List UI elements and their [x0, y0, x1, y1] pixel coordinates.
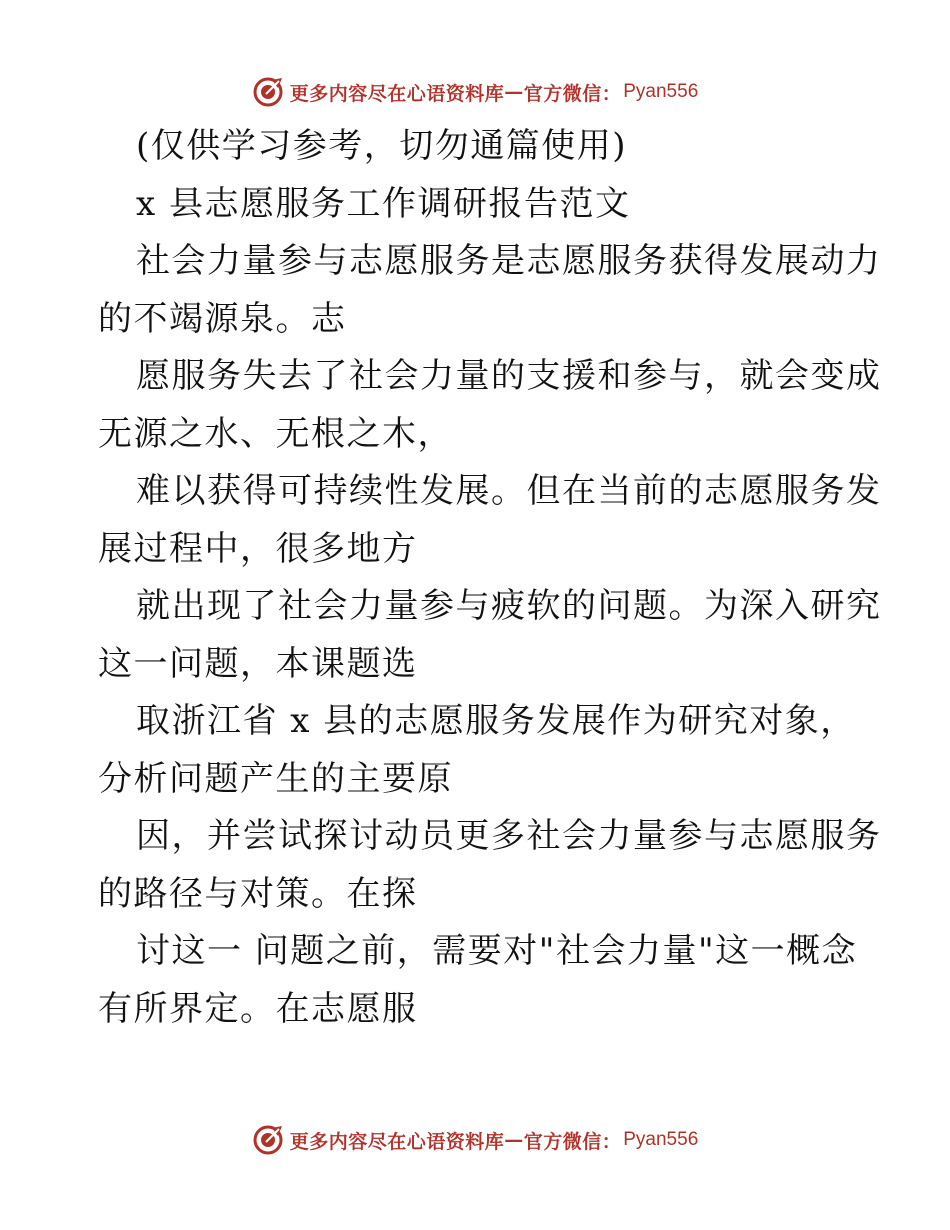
text-line: 难以获得可持续性发展。但在当前的志愿服务发 [136, 471, 882, 511]
pen-logo-icon [252, 76, 284, 108]
text-line: 有所界定。在志愿服 [98, 988, 418, 1029]
pen-logo-icon [252, 1124, 284, 1156]
text-line: 展过程中，很多地方 [98, 528, 418, 569]
text-line: 分析问题产生的主要原 [98, 758, 453, 799]
header-watermark [0, 72, 950, 112]
footer-watermark [0, 1120, 950, 1160]
text-line: (仅供学习参考，切勿通篇使用) [136, 126, 628, 166]
text-line: 就出现了社会力量参与疲软的问题。为深入研究 [136, 586, 882, 626]
header-watermark-text: 更多内容尽在心语资料库 [289, 82, 505, 105]
text-line: 无源之水、无根之木， [98, 413, 453, 454]
footer-wechat-label: 官方微信： [523, 1130, 622, 1153]
header-dash: — [504, 81, 524, 103]
text-line: x 县志愿服务工作调研报告范文 [136, 183, 631, 224]
footer-dash: — [504, 1129, 524, 1151]
text-line: 取浙江省 x 县的志愿服务发展作为研究对象， [136, 701, 856, 741]
text-line: 的不竭源泉。志 [98, 298, 347, 339]
text-line: 讨这一 问题之前，需要对"社会力量"这一概念 [136, 931, 858, 971]
footer-watermark-text: 更多内容尽在心语资料库 [289, 1130, 505, 1153]
text-line: 的路径与对策。在探 [98, 873, 418, 914]
document-body [98, 118, 882, 1038]
header-wechat-id: Pyan556 [623, 81, 699, 102]
text-line: 因，并尝试探讨动员更多社会力量参与志愿服务 [136, 816, 882, 856]
footer-wechat-id: Pyan556 [623, 1129, 699, 1150]
text-line: 这一问题，本课题选 [98, 643, 418, 684]
text-line: 愿服务失去了社会力量的支援和参与，就会变成 [136, 356, 882, 396]
header-wechat-label: 官方微信： [523, 82, 622, 105]
text-line: 社会力量参与志愿服务是志愿服务获得发展动力 [136, 241, 882, 281]
